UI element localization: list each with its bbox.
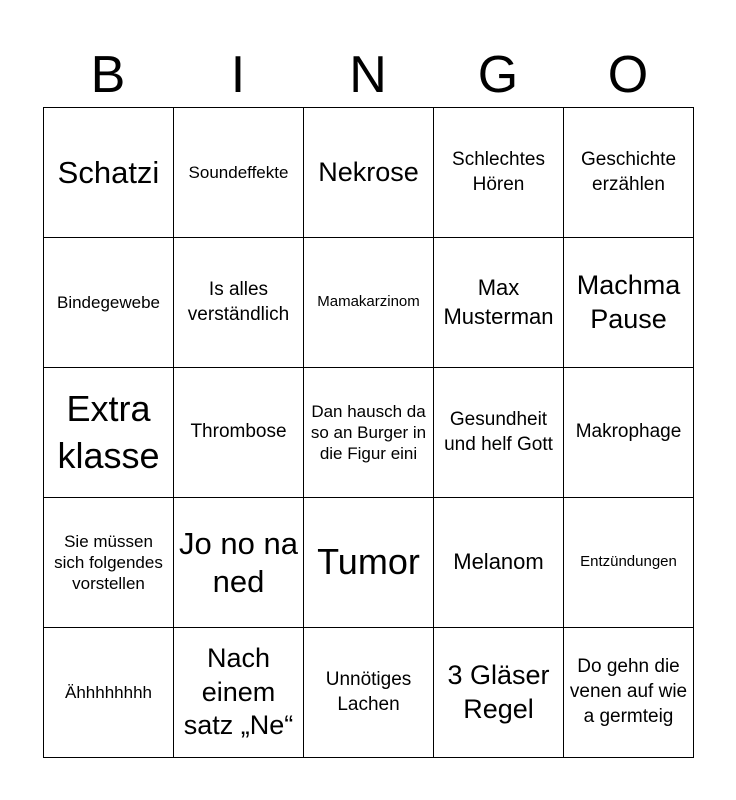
bingo-cell[interactable] [304, 628, 434, 758]
cell-text: Unnötiges Lachen [325, 668, 412, 715]
bingo-cell[interactable] [174, 498, 304, 628]
bingo-cell[interactable] [564, 498, 694, 628]
bingo-cell[interactable] [304, 498, 434, 628]
bingo-cell[interactable] [174, 238, 304, 368]
cell-text: Ähhhhhhhh [65, 682, 152, 702]
cell-text: Mamakarzinom [317, 293, 420, 311]
cell-text: Melanom [453, 549, 544, 575]
cell-text: Jo no na ned [179, 526, 298, 599]
bingo-cell[interactable] [174, 368, 304, 498]
bingo-cell[interactable] [44, 628, 174, 758]
cell-text: Extra klasse [57, 387, 160, 476]
bingo-cell[interactable] [564, 238, 694, 368]
cell-text: Schlechtes Hören [452, 148, 545, 195]
title-letter-g: G [477, 46, 519, 104]
bingo-cell[interactable] [174, 108, 304, 238]
bingo-cell[interactable] [304, 368, 434, 498]
cell-text: Geschichte erzählen [580, 148, 677, 195]
cell-text: Tumor [317, 541, 420, 583]
bingo-cell[interactable] [44, 108, 174, 238]
bingo-cell[interactable] [304, 108, 434, 238]
cell-text: Entzündungen [580, 553, 677, 571]
cell-text: Soundeffekte [188, 162, 289, 182]
cell-text: Makrophage [575, 421, 682, 443]
bingo-cell[interactable] [564, 108, 694, 238]
cell-text: Max Musterman [443, 274, 554, 329]
cell-text: Bindegewebe [56, 292, 161, 312]
cell-text: Machma Pause [576, 269, 681, 334]
bingo-cell[interactable] [434, 368, 564, 498]
cell-text: Sie müssen sich folgendes vorstellen [54, 531, 163, 594]
bingo-cell[interactable] [564, 628, 694, 758]
title-letter-b: B [90, 46, 126, 104]
bingo-title [43, 45, 693, 105]
bingo-cell[interactable] [434, 498, 564, 628]
cell-text: Thrombose [190, 421, 287, 443]
cell-text: 3 Gläser Regel [447, 659, 550, 724]
cell-text: Nach einem satz „Ne“ [183, 642, 294, 741]
bingo-cell[interactable] [304, 238, 434, 368]
bingo-board [43, 107, 694, 758]
title-letter-o: O [607, 46, 649, 104]
bingo-cell[interactable] [44, 368, 174, 498]
bingo-cell[interactable] [174, 628, 304, 758]
bingo-cell[interactable] [434, 628, 564, 758]
bingo-cell[interactable] [44, 498, 174, 628]
bingo-cell[interactable] [434, 238, 564, 368]
cell-text: Do gehn die venen auf wie a germteig [569, 656, 688, 727]
cell-text: Is alles verständlich [187, 278, 290, 325]
cell-text: Gesundheit und helf Gott [444, 408, 553, 455]
title-letter-i: I [230, 46, 246, 104]
bingo-cell[interactable] [434, 108, 564, 238]
title-letter-n: N [349, 46, 387, 104]
cell-text: Dan hausch da so an Burger in die Figur eini [310, 401, 427, 464]
cell-text: Schatzi [57, 154, 160, 190]
bingo-cell[interactable] [44, 238, 174, 368]
bingo-cell[interactable] [564, 368, 694, 498]
cell-text: Nekrose [318, 156, 419, 187]
